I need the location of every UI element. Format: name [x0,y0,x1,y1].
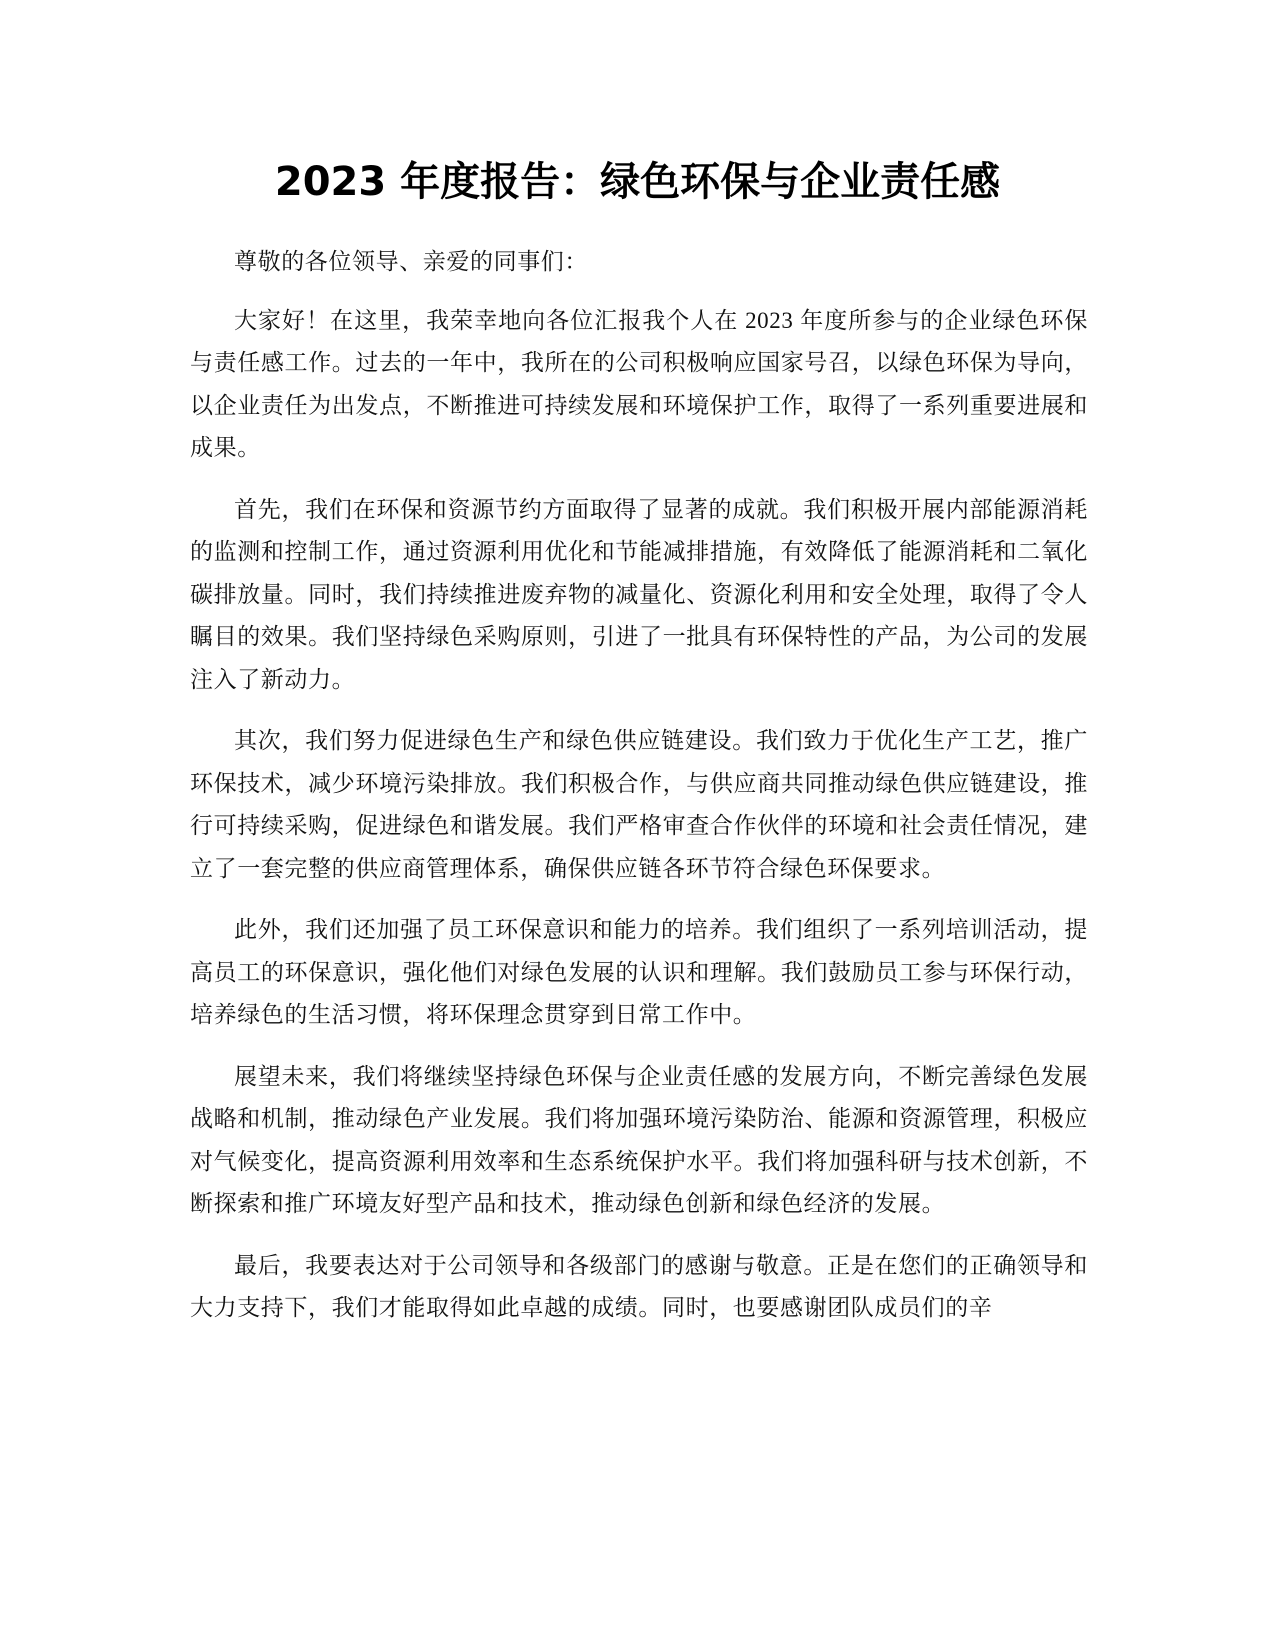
paragraph-outlook: 展望未来，我们将继续坚持绿色环保与企业责任感的发展方向，不断完善绿色发展战略和机制，推动绿色产业发展。我们将加强环境污染防治、能源和资源管理，积极应对气候变化，提高资源利用效率和生态系统保护水平。我们将加强科研与技术创新，不断探索和推广环境友好型产品和技术，推动绿色创新和绿色经济的发展。 [190,1063,1088,1216]
document-body [190,241,1088,1349]
paragraph-environment: 首先，我们在环保和资源节约方面取得了显著的成就。我们积极开展内部能源消耗的监测和控制工作，通过资源利用优化和节能减排措施，有效降低了能源消耗和二氧化碳排放量。同时，我们持续推进废弃物的减量化、资源化利用和安全处理，取得了令人瞩目的效果。我们坚持绿色采购原则，引进了一批具有环保特性的产品，为公司的发展注入了新动力。 [190,496,1088,692]
paragraph-supply-chain: 其次，我们努力促进绿色生产和绿色供应链建设。我们致力于优化生产工艺，推广环保技术，减少环境污染排放。我们积极合作，与供应商共同推动绿色供应链建设，推行可持续采购，促进绿色和谐发展。我们严格审查合作伙伴的环境和社会责任情况，建立了一套完整的供应商管理体系，确保供应链各环节符合绿色环保要求。 [190,728,1088,881]
paragraph-employee-training: 此外，我们还加强了员工环保意识和能力的培养。我们组织了一系列培训活动，提高员工的环保意识，强化他们对绿色发展的认识和理解。我们鼓励员工参与环保行动，培养绿色的生活习惯，将环保理念贯穿到日常工作中。 [190,917,1088,1027]
salutation: 尊敬的各位领导、亲爱的同事们： [234,249,588,274]
page-title: 2023 年度报告：绿色环保与企业责任感 [274,159,1001,205]
paragraph-intro: 大家好！在这里，我荣幸地向各位汇报我个人在 2023 年度所参与的企业绿色环保与责任感工作。过去的一年中，我所在的公司积极响应国家号召，以绿色环保为导向，以企业责任为出发点，不断推进可持续发展和环境保护工作，取得了一系列重要进展和成果。 [190,307,1088,460]
paragraph-thanks: 最后，我要表达对于公司领导和各级部门的感谢与敬意。正是在您们的正确领导和大力支持下，我们才能取得如此卓越的成绩。同时，也要感谢团队成员们的辛 [190,1252,1088,1320]
